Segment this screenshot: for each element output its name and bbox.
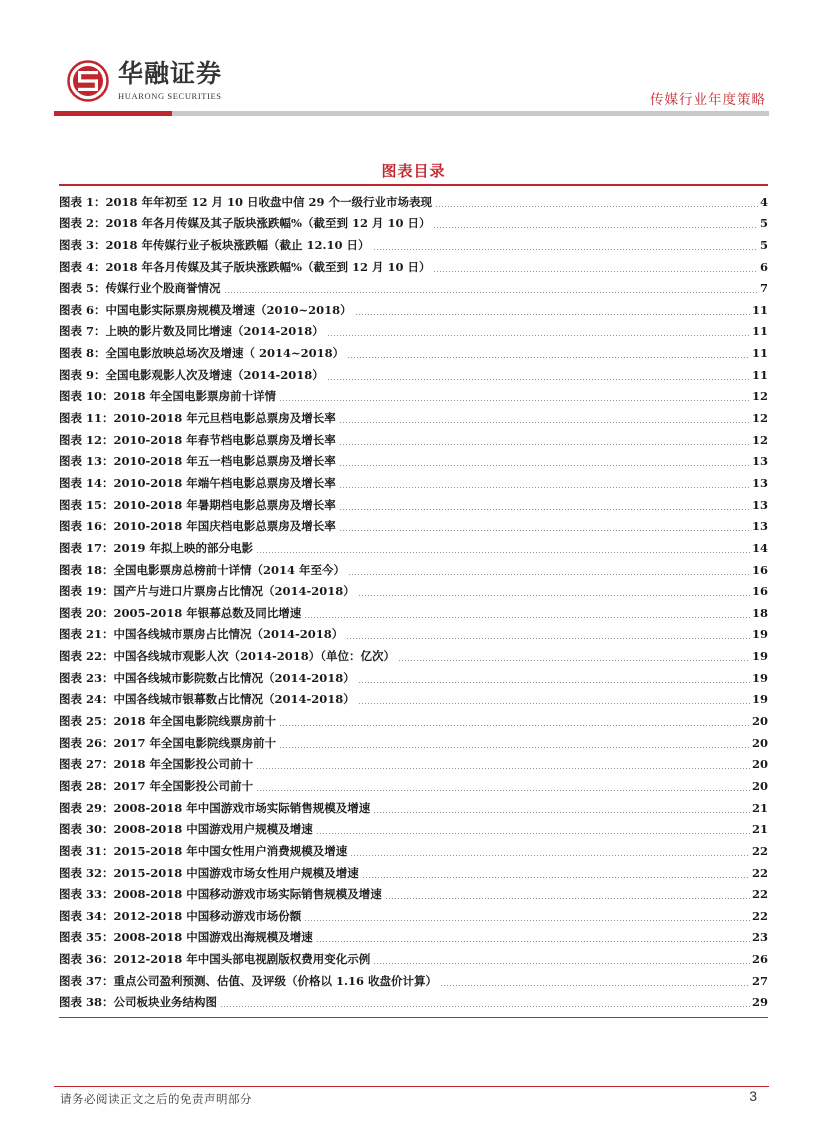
toc-entry-page[interactable]: 18 bbox=[751, 605, 768, 620]
toc-entry-page[interactable]: 20 bbox=[751, 757, 768, 772]
toc-entry-label[interactable]: 图表 26：2017 年全国电影院线票房前十 bbox=[59, 735, 277, 750]
toc-entry-page[interactable]: 14 bbox=[751, 540, 768, 555]
toc-entry-page[interactable]: 13 bbox=[751, 454, 768, 469]
toc-entry-page[interactable]: 5 bbox=[759, 237, 768, 252]
disclaimer-note: 请务必阅读正文之后的免责声明部分 bbox=[60, 1092, 252, 1106]
toc-entry-page[interactable]: 11 bbox=[751, 367, 768, 382]
toc-dot-leader bbox=[279, 725, 750, 726]
toc-entry-label[interactable]: 图表 1：2018 年年初至 12 月 10 日收盘中信 29 个一级行业市场表现 bbox=[59, 194, 433, 209]
toc-dot-leader bbox=[316, 833, 750, 834]
toc-entry-page[interactable]: 19 bbox=[751, 627, 768, 642]
toc-entry-label[interactable]: 图表 36：2012-2018 年中国头部电视剧版权费用变化示例 bbox=[59, 952, 371, 967]
toc-entry[interactable] bbox=[59, 642, 768, 664]
toc-dot-leader bbox=[304, 617, 750, 618]
toc-dot-leader bbox=[304, 920, 750, 921]
toc-entry-page[interactable]: 16 bbox=[751, 584, 768, 599]
toc-entry-label[interactable]: 图表 32：2015-2018 中国游戏市场女性用户规模及增速 bbox=[59, 865, 359, 880]
toc-entry[interactable] bbox=[59, 469, 768, 491]
toc-entry-label[interactable]: 图表 4：2018 年各月传媒及其子版块涨跌幅%（截至到 12 月 10 日） bbox=[59, 259, 431, 274]
toc-dot-leader bbox=[385, 898, 750, 899]
toc-entry-page[interactable]: 5 bbox=[759, 216, 768, 231]
toc-entry-page[interactable]: 13 bbox=[751, 519, 768, 534]
toc-entry[interactable] bbox=[59, 751, 768, 773]
toc-entry-label[interactable]: 图表 11：2010-2018 年元旦档电影总票房及增长率 bbox=[59, 411, 336, 426]
toc-dot-leader bbox=[435, 206, 758, 207]
toc-entry[interactable] bbox=[59, 902, 768, 924]
toc-dot-leader bbox=[327, 335, 750, 336]
toc-entry-page[interactable]: 22 bbox=[751, 908, 768, 923]
toc-entry[interactable] bbox=[59, 794, 768, 816]
toc-entry[interactable] bbox=[59, 253, 768, 275]
header-divider bbox=[54, 111, 769, 116]
toc-dot-leader bbox=[358, 595, 750, 596]
toc-entry[interactable] bbox=[59, 837, 768, 859]
toc-entry-page[interactable]: 26 bbox=[751, 952, 768, 967]
toc-dot-leader bbox=[346, 638, 750, 639]
huarong-logo-icon bbox=[67, 60, 109, 102]
toc-entry[interactable] bbox=[59, 404, 768, 426]
toc-entry[interactable] bbox=[59, 686, 768, 708]
toc-entry-page[interactable]: 11 bbox=[751, 302, 768, 317]
toc-dot-leader bbox=[440, 985, 750, 986]
toc-entry-label[interactable]: 图表 7：上映的影片数及同比增速（2014-2018） bbox=[59, 324, 324, 339]
toc-dot-leader bbox=[348, 574, 750, 575]
page-header bbox=[0, 0, 827, 118]
toc-entry-page[interactable]: 6 bbox=[759, 259, 768, 274]
toc-entry-label[interactable]: 图表 6：中国电影实际票房规模及增速（2010~2018） bbox=[59, 302, 352, 317]
toc-entry[interactable] bbox=[59, 816, 768, 838]
toc-entry-page[interactable]: 20 bbox=[751, 735, 768, 750]
toc-entry[interactable] bbox=[59, 621, 768, 643]
toc-dot-leader bbox=[339, 530, 750, 531]
toc-entry-label[interactable]: 图表 18：全国电影票房总榜前十详情（2014 年至今） bbox=[59, 562, 346, 577]
toc-entry-label[interactable]: 图表 28：2017 年全国影投公司前十 bbox=[59, 778, 254, 793]
toc-entry[interactable] bbox=[59, 275, 768, 297]
toc-entry-label[interactable]: 图表 24：中国各线城市银幕数占比情况（2014-2018） bbox=[59, 692, 355, 707]
toc-entry-page[interactable]: 13 bbox=[751, 475, 768, 490]
toc-entry-page[interactable]: 16 bbox=[751, 562, 768, 577]
toc-entry-page[interactable]: 22 bbox=[751, 865, 768, 880]
toc-dot-leader bbox=[433, 227, 758, 228]
toc-entry-label[interactable]: 图表 25：2018 年全国电影院线票房前十 bbox=[59, 714, 277, 729]
toc-dot-leader bbox=[339, 422, 750, 423]
company-name-cn: 华融证券 bbox=[118, 59, 223, 88]
toc-entry-label[interactable]: 图表 37：重点公司盈利预测、估值、及评级（价格以 1.16 收盘价计算） bbox=[59, 973, 438, 988]
toc-entry-label[interactable]: 图表 15：2010-2018 年暑期档电影总票房及增长率 bbox=[59, 497, 336, 512]
toc-entry-page[interactable]: 13 bbox=[751, 497, 768, 512]
toc-entry[interactable] bbox=[59, 231, 768, 253]
toc-entry-page[interactable]: 11 bbox=[751, 324, 768, 339]
toc-dot-leader bbox=[279, 747, 750, 748]
toc-entry-page[interactable]: 22 bbox=[751, 843, 768, 858]
toc-dot-leader bbox=[327, 379, 750, 380]
toc-entry-label[interactable]: 图表 10：2018 年全国电影票房前十详情 bbox=[59, 389, 277, 404]
toc-entry-page[interactable]: 19 bbox=[751, 670, 768, 685]
toc-entry[interactable] bbox=[59, 361, 768, 383]
header-divider-accent bbox=[54, 111, 172, 116]
toc-dot-leader bbox=[362, 877, 750, 878]
toc-entry[interactable] bbox=[59, 989, 768, 1011]
toc-entry-page[interactable]: 7 bbox=[759, 281, 768, 296]
toc-dot-leader bbox=[224, 292, 758, 293]
toc-entry[interactable] bbox=[59, 707, 768, 729]
toc-entry-label[interactable]: 图表 33：2008-2018 中国移动游戏市场实际销售规模及增速 bbox=[59, 887, 382, 902]
toc-entry[interactable] bbox=[59, 967, 768, 989]
toc-dot-leader bbox=[256, 768, 750, 769]
toc-entry[interactable] bbox=[59, 881, 768, 903]
toc-entry[interactable] bbox=[59, 426, 768, 448]
toc-dot-leader bbox=[339, 509, 750, 510]
toc-entry[interactable] bbox=[59, 383, 768, 405]
toc-entry[interactable] bbox=[59, 448, 768, 470]
footer-divider bbox=[54, 1086, 769, 1087]
toc-entry[interactable] bbox=[59, 924, 768, 946]
toc-entry-label[interactable]: 图表 9：全国电影观影人次及增速（2014-2018） bbox=[59, 367, 324, 382]
toc-entry-label[interactable]: 图表 27：2018 年全国影投公司前十 bbox=[59, 757, 254, 772]
toc-entry-label[interactable]: 图表 30：2008-2018 中国游戏用户规模及增速 bbox=[59, 822, 313, 837]
toc-entry[interactable] bbox=[59, 188, 768, 210]
toc-entry-page[interactable]: 27 bbox=[751, 973, 768, 988]
toc-entry-label[interactable]: 图表 35：2008-2018 中国游戏出海规模及增速 bbox=[59, 930, 313, 945]
toc-entry-label[interactable]: 图表 22：中国各线城市观影人次（2014-2018）（单位：亿次） bbox=[59, 649, 396, 664]
toc-dot-leader bbox=[358, 703, 750, 704]
toc-entry[interactable] bbox=[59, 210, 768, 232]
toc-entry-label[interactable]: 图表 3：2018 年传媒行业子板块涨跌幅（截止 12.10 日） bbox=[59, 237, 370, 252]
toc-entry-label[interactable]: 图表 29：2008-2018 年中国游戏市场实际销售规模及增速 bbox=[59, 800, 371, 815]
toc-dot-leader bbox=[398, 660, 750, 661]
company-name-en: HUARONG SECURITIES bbox=[118, 91, 222, 101]
document-type: 传媒行业年度策略 bbox=[650, 92, 766, 108]
toc-bottom-divider bbox=[59, 1017, 768, 1018]
toc-dot-leader bbox=[339, 487, 750, 488]
toc-entry[interactable] bbox=[59, 513, 768, 535]
toc-entry-page[interactable]: 4 bbox=[759, 194, 768, 209]
toc-entry-page[interactable]: 21 bbox=[751, 822, 768, 837]
toc-entry-label[interactable]: 图表 21：中国各线城市票房占比情况（2014-2018） bbox=[59, 627, 344, 642]
toc-entry-label[interactable]: 图表 20：2005-2018 年银幕总数及同比增速 bbox=[59, 605, 302, 620]
toc-entry-page[interactable]: 12 bbox=[751, 389, 768, 404]
toc-entry-label[interactable]: 图表 5：传媒行业个股商誉情况 bbox=[59, 281, 221, 296]
toc-entry[interactable] bbox=[59, 339, 768, 361]
toc-entry-page[interactable]: 21 bbox=[751, 800, 768, 815]
toc-entry-page[interactable]: 29 bbox=[751, 995, 768, 1010]
toc-entry-label[interactable]: 图表 13：2010-2018 年五一档电影总票房及增长率 bbox=[59, 454, 336, 469]
toc-entry-page[interactable]: 19 bbox=[751, 649, 768, 664]
toc-dot-leader bbox=[373, 249, 758, 250]
toc-dot-leader bbox=[373, 963, 750, 964]
toc-list bbox=[59, 188, 768, 1010]
toc-dot-leader bbox=[316, 941, 750, 942]
toc-dot-leader bbox=[339, 444, 750, 445]
toc-entry-label[interactable]: 图表 23：中国各线城市影院数占比情况（2014-2018） bbox=[59, 670, 355, 685]
toc-entry-label[interactable]: 图表 8：全国电影放映总场次及增速（ 2014~2018） bbox=[59, 346, 345, 361]
toc-entry[interactable] bbox=[59, 318, 768, 340]
toc-entry-label[interactable]: 图表 17：2019 年拟上映的部分电影 bbox=[59, 540, 254, 555]
toc-entry-page[interactable]: 11 bbox=[751, 346, 768, 361]
header-divider-base bbox=[172, 111, 769, 116]
toc-dot-leader bbox=[358, 682, 750, 683]
toc-entry-page[interactable]: 12 bbox=[751, 411, 768, 426]
toc-entry-page[interactable]: 20 bbox=[751, 714, 768, 729]
toc-entry[interactable] bbox=[59, 729, 768, 751]
toc-entry-label[interactable]: 图表 2：2018 年各月传媒及其子版块涨跌幅%（截至到 12 月 10 日） bbox=[59, 216, 431, 231]
toc-dot-leader bbox=[350, 855, 750, 856]
toc-entry-page[interactable]: 22 bbox=[751, 887, 768, 902]
toc-dot-leader bbox=[347, 357, 750, 358]
toc-entry[interactable] bbox=[59, 556, 768, 578]
toc-entry-label[interactable]: 图表 31：2015-2018 年中国女性用户消费规模及增速 bbox=[59, 843, 348, 858]
toc-dot-leader bbox=[220, 1006, 750, 1007]
page-number: 3 bbox=[749, 1088, 757, 1104]
toc-entry[interactable] bbox=[59, 945, 768, 967]
toc-top-divider bbox=[59, 184, 768, 186]
toc-dot-leader bbox=[355, 314, 750, 315]
toc-entry[interactable] bbox=[59, 491, 768, 513]
toc-dot-leader bbox=[433, 271, 758, 272]
toc-entry-page[interactable]: 19 bbox=[751, 692, 768, 707]
toc-dot-leader bbox=[256, 790, 750, 791]
toc-title: 图表目录 bbox=[381, 162, 446, 180]
toc-entry[interactable] bbox=[59, 296, 768, 318]
toc-entry-label[interactable]: 图表 34：2012-2018 中国移动游戏市场份额 bbox=[59, 908, 302, 923]
toc-entry-page[interactable]: 20 bbox=[751, 778, 768, 793]
toc-entry[interactable] bbox=[59, 599, 768, 621]
toc-dot-leader bbox=[279, 400, 750, 401]
toc-dot-leader bbox=[256, 552, 750, 553]
toc-entry[interactable] bbox=[59, 578, 768, 600]
toc-entry-page[interactable]: 23 bbox=[751, 930, 768, 945]
toc-dot-leader bbox=[373, 812, 750, 813]
toc-entry-label[interactable]: 图表 19：国产片与进口片票房占比情况（2014-2018） bbox=[59, 584, 355, 599]
toc-entry-page[interactable]: 12 bbox=[751, 432, 768, 447]
toc-entry-label[interactable]: 图表 38：公司板块业务结构图 bbox=[59, 995, 218, 1010]
toc-entry[interactable] bbox=[59, 664, 768, 686]
toc-entry-label[interactable]: 图表 16：2010-2018 年国庆档电影总票房及增长率 bbox=[59, 519, 336, 534]
toc-entry[interactable] bbox=[59, 772, 768, 794]
toc-dot-leader bbox=[339, 465, 750, 466]
toc-entry-label[interactable]: 图表 12：2010-2018 年春节档电影总票房及增长率 bbox=[59, 432, 336, 447]
toc-entry-label[interactable]: 图表 14：2010-2018 年端午档电影总票房及增长率 bbox=[59, 475, 336, 490]
toc-entry[interactable] bbox=[59, 859, 768, 881]
toc-entry[interactable] bbox=[59, 534, 768, 556]
